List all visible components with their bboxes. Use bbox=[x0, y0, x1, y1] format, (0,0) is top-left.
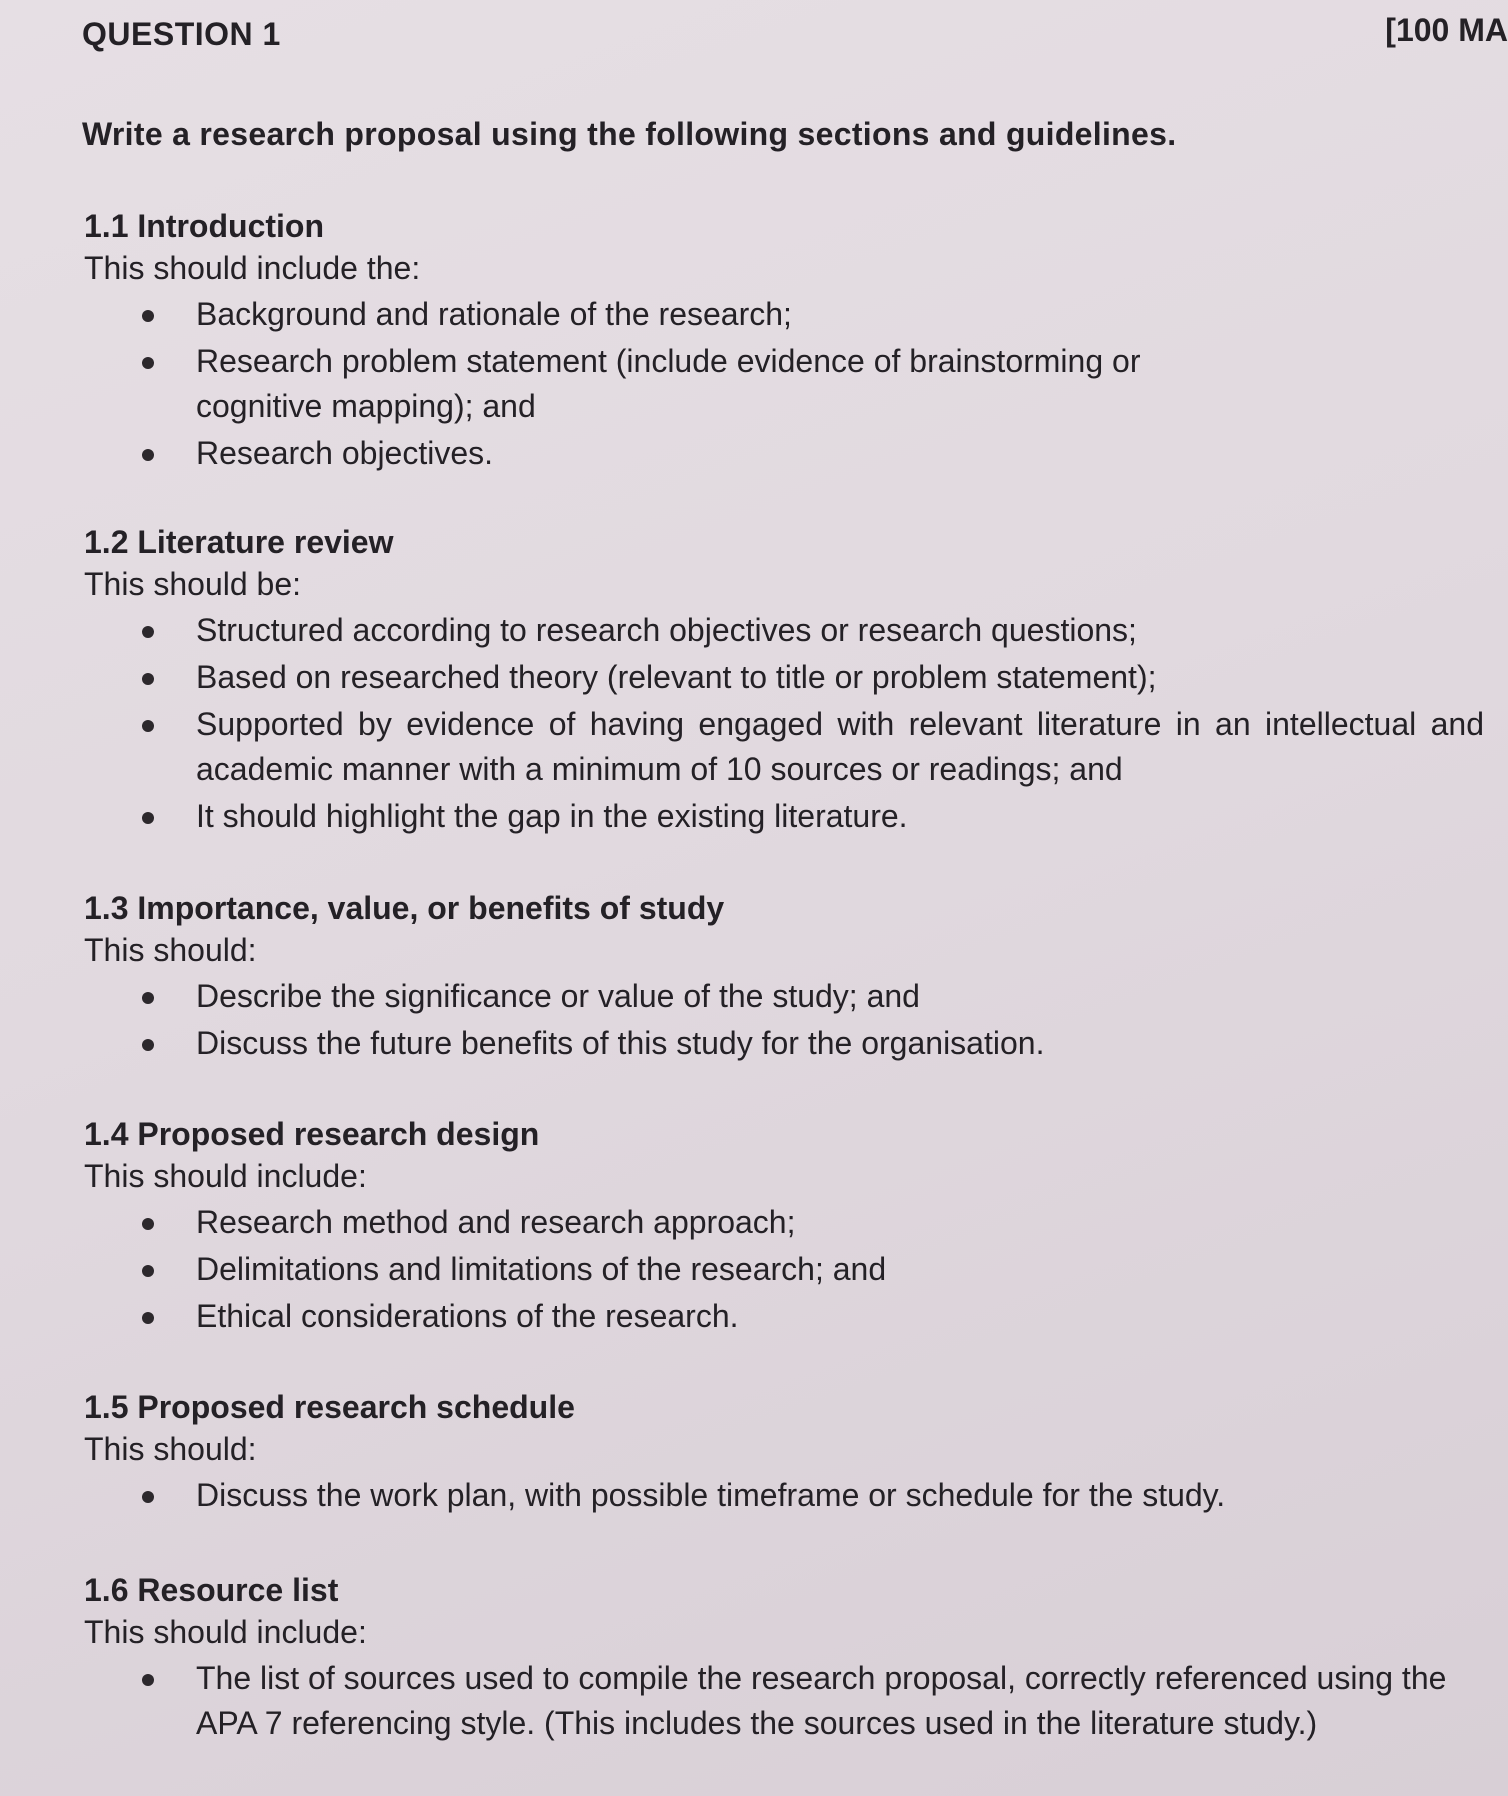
section-intro: This should: bbox=[84, 932, 257, 968]
bullet-icon bbox=[142, 992, 154, 1004]
bullet-icon bbox=[142, 1312, 154, 1324]
list-item bbox=[84, 1200, 1484, 1245]
list-item-text: Research problem statement (include evidence of brainstorming or cognitive mapping); and bbox=[196, 343, 1141, 424]
list-item bbox=[84, 431, 1484, 476]
list-item-text: Discuss the future benefits of this study for the organisation. bbox=[196, 1025, 1045, 1061]
list-item bbox=[84, 1294, 1484, 1339]
bullet-icon bbox=[142, 720, 154, 732]
section-intro: This should include: bbox=[84, 1614, 367, 1650]
list-item-text: Research objectives. bbox=[196, 435, 494, 471]
list-item bbox=[84, 974, 1484, 1019]
bullet-list bbox=[84, 1473, 1484, 1518]
bullet-icon bbox=[142, 449, 154, 461]
bullet-list bbox=[84, 974, 1484, 1066]
list-item bbox=[84, 702, 1484, 792]
section-introduction bbox=[84, 206, 1484, 478]
question-marks: [100 MA bbox=[1385, 12, 1508, 48]
bullet-icon bbox=[142, 673, 154, 685]
bullet-icon bbox=[142, 310, 154, 322]
list-item-text: The list of sources used to compile the research proposal, correctly referenced using the APA 7 referencing style. (This includes the sources used in the literature study.) bbox=[196, 1660, 1447, 1741]
instruction-text: Write a research proposal using the following sections and guidelines. bbox=[82, 116, 1177, 152]
section-intro: This should be: bbox=[84, 566, 302, 602]
list-item bbox=[84, 1656, 1484, 1746]
question-title: QUESTION 1 bbox=[82, 16, 281, 52]
bullet-list bbox=[84, 608, 1484, 839]
list-item-text: Research method and research approach; bbox=[196, 1204, 796, 1240]
section-importance bbox=[84, 888, 1484, 1068]
list-item bbox=[84, 1247, 1484, 1292]
bullet-icon bbox=[142, 357, 154, 369]
bullet-list bbox=[84, 1200, 1484, 1339]
section-intro: This should: bbox=[84, 1431, 257, 1467]
section-heading: 1.6 Resource list bbox=[84, 1572, 339, 1608]
bullet-icon bbox=[142, 1491, 154, 1503]
section-intro: This should include: bbox=[84, 1158, 367, 1194]
section-heading: 1.4 Proposed research design bbox=[84, 1116, 540, 1152]
list-item-text: Background and rationale of the research; bbox=[196, 296, 792, 332]
list-item bbox=[84, 1473, 1484, 1518]
bullet-icon bbox=[142, 626, 154, 638]
list-item-text: Describe the significance or value of the study; and bbox=[196, 978, 920, 1014]
section-heading: 1.1 Introduction bbox=[84, 208, 324, 244]
section-heading: 1.5 Proposed research schedule bbox=[84, 1389, 575, 1425]
question-header bbox=[82, 12, 1508, 60]
list-item-text: Supported by evidence of having engaged with relevant literature in an intellectual and academic manner with a minimum of 10 sources or readings; and bbox=[196, 706, 1484, 787]
section-research-design bbox=[84, 1114, 1484, 1341]
bullet-icon bbox=[142, 1039, 154, 1051]
list-item-text: Ethical considerations of the research. bbox=[196, 1298, 739, 1334]
section-resource-list bbox=[84, 1570, 1484, 1748]
list-item bbox=[84, 292, 1484, 337]
list-item bbox=[84, 655, 1484, 700]
list-item-text: Discuss the work plan, with possible timeframe or schedule for the study. bbox=[196, 1477, 1226, 1513]
bullet-icon bbox=[142, 1674, 154, 1686]
bullet-icon bbox=[142, 1265, 154, 1277]
section-intro: This should include the: bbox=[84, 250, 421, 286]
bullet-list bbox=[84, 292, 1484, 476]
section-heading: 1.3 Importance, value, or benefits of study bbox=[84, 890, 725, 926]
list-item-text: It should highlight the gap in the existing literature. bbox=[196, 798, 908, 834]
section-research-schedule bbox=[84, 1387, 1484, 1520]
list-item-text: Based on researched theory (relevant to title or problem statement); bbox=[196, 659, 1157, 695]
list-item bbox=[84, 1021, 1484, 1066]
bullet-icon bbox=[142, 1218, 154, 1230]
bullet-icon bbox=[142, 812, 154, 824]
list-item bbox=[84, 339, 1484, 429]
section-heading: 1.2 Literature review bbox=[84, 524, 394, 560]
list-item-text: Delimitations and limitations of the research; and bbox=[196, 1251, 887, 1287]
bullet-list bbox=[84, 1656, 1484, 1746]
list-item-text: Structured according to research objectives or research questions; bbox=[196, 612, 1137, 648]
list-item bbox=[84, 794, 1484, 839]
section-literature-review bbox=[84, 522, 1484, 841]
list-item bbox=[84, 608, 1484, 653]
